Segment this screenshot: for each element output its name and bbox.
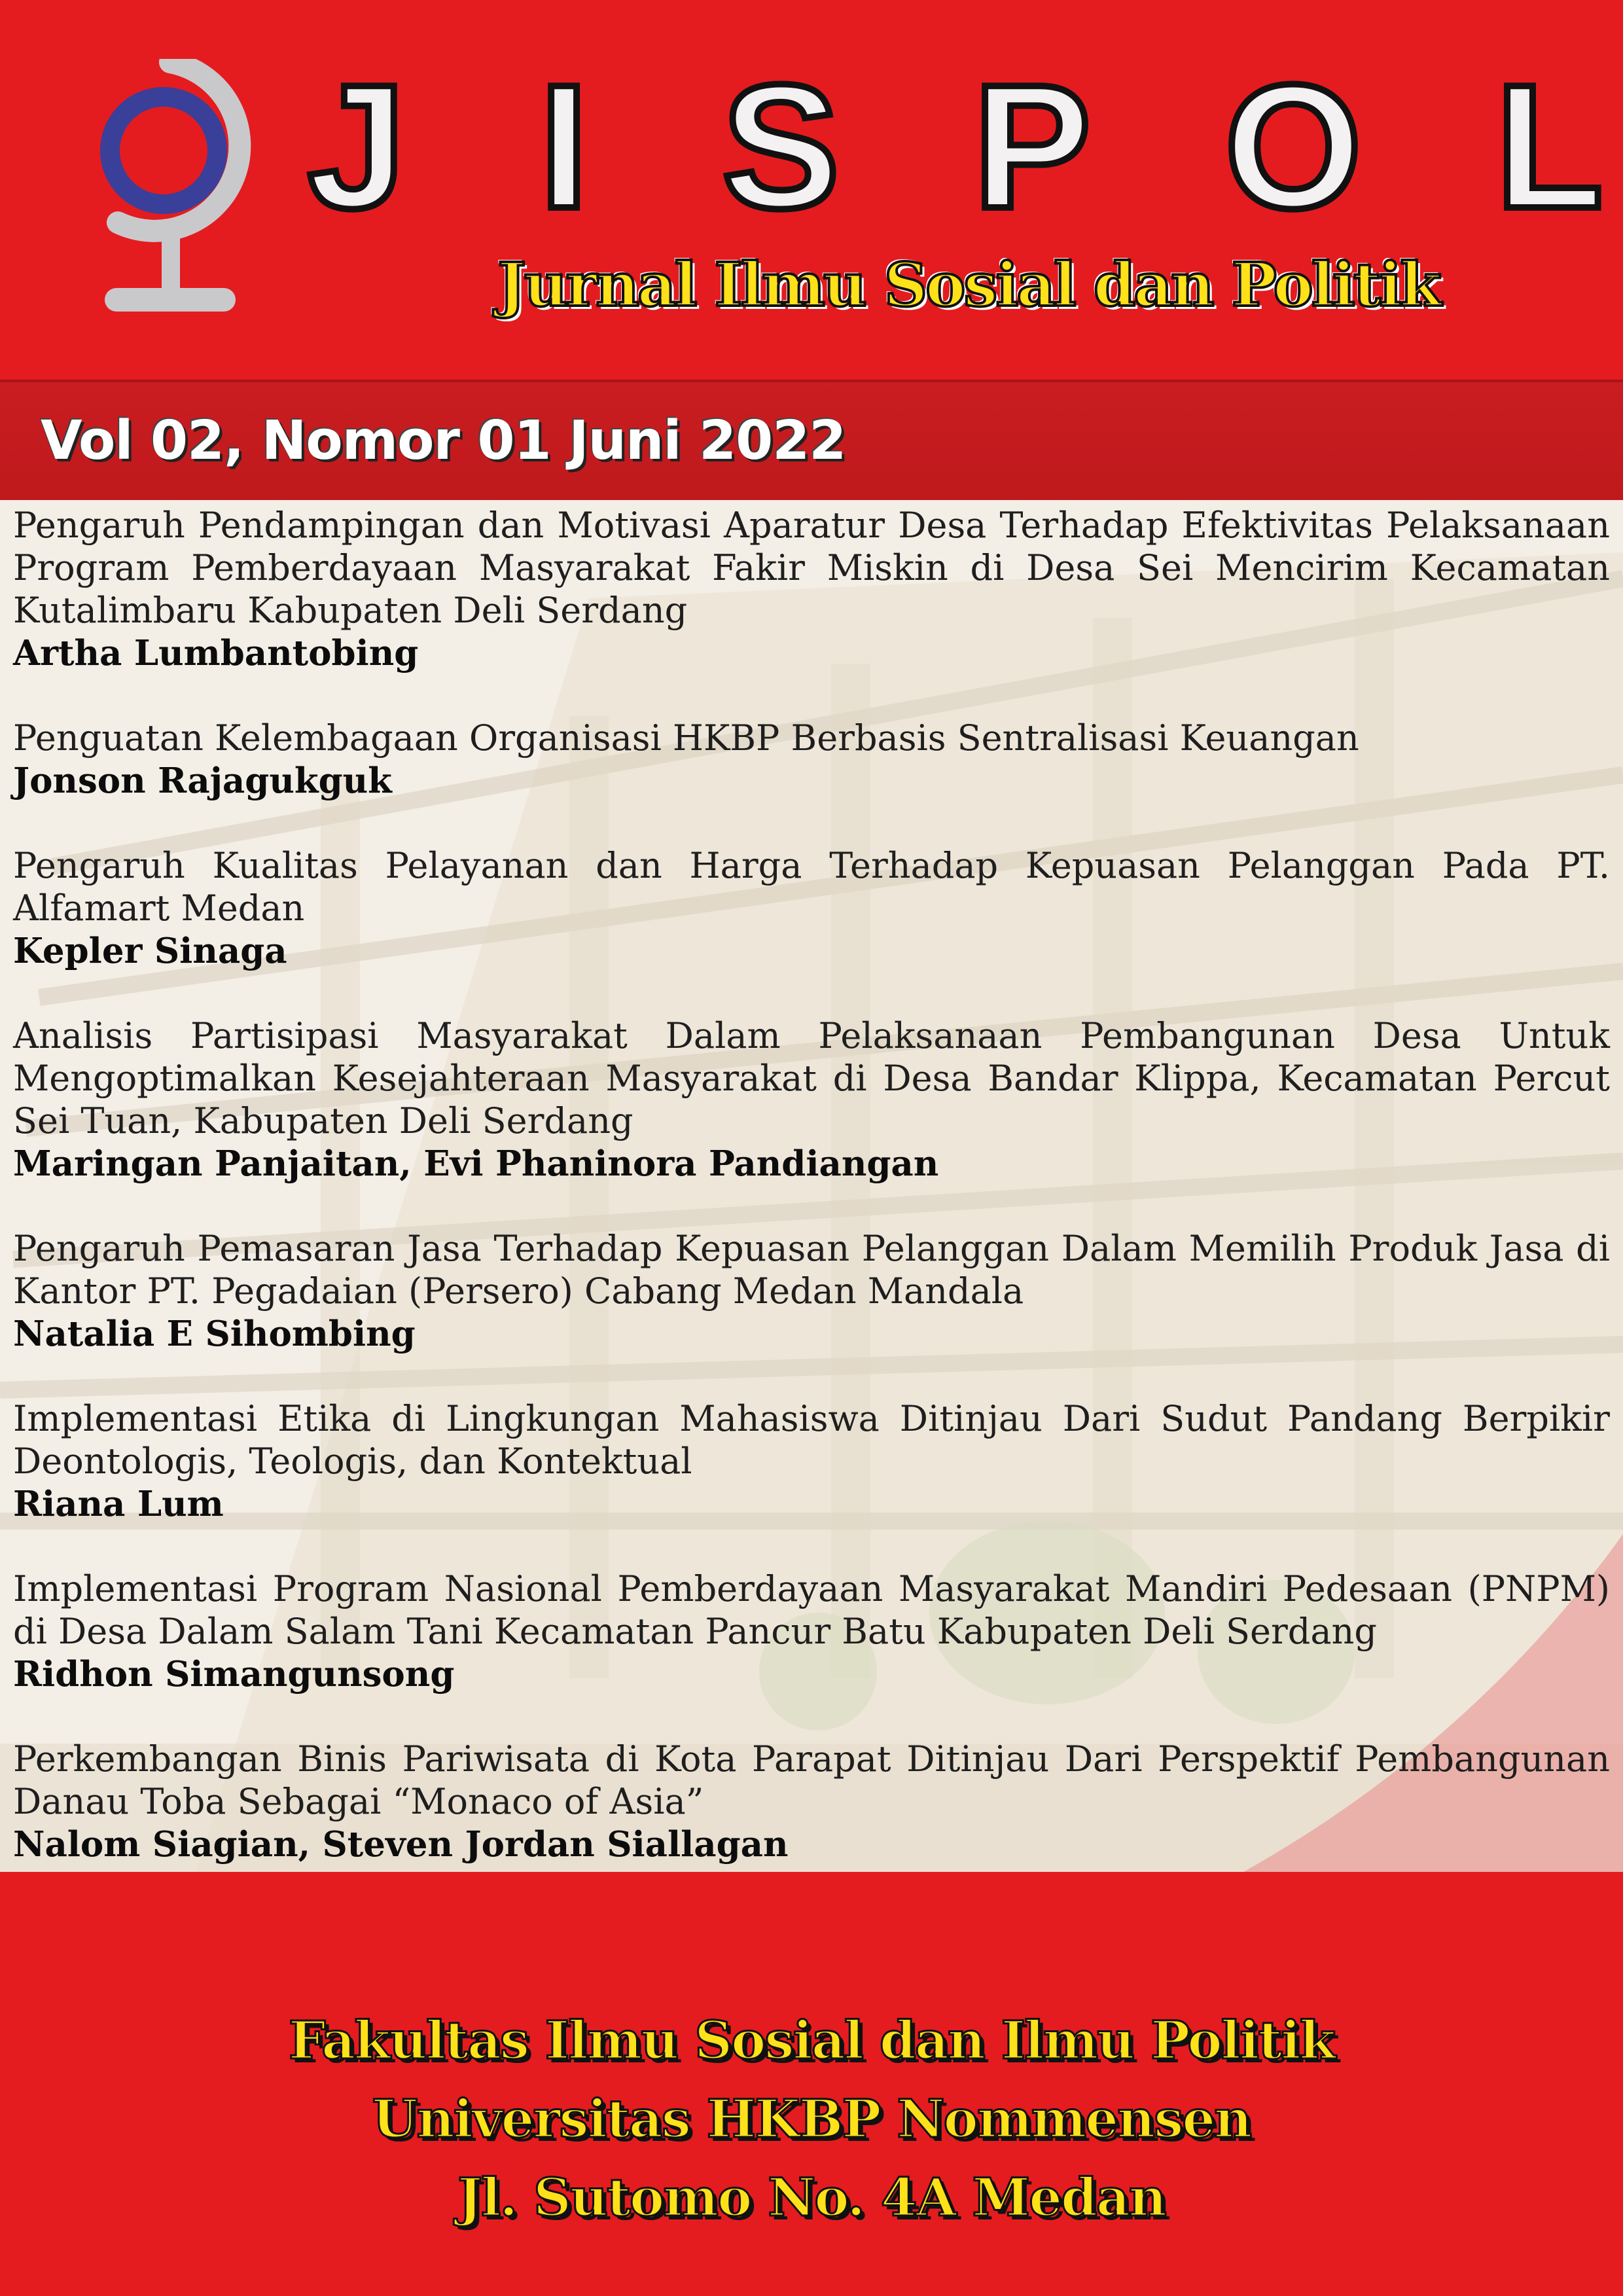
publisher-footer	[0, 1872, 1623, 2296]
list-item	[13, 1738, 1610, 1866]
list-item	[13, 717, 1610, 802]
article-author: Natalia E Sihombing	[13, 1314, 416, 1354]
list-item	[13, 1014, 1610, 1185]
article-list	[13, 504, 1610, 1872]
list-item	[13, 1397, 1610, 1526]
article-author: Riana Lum	[13, 1484, 224, 1524]
article-author: Kepler Sinaga	[13, 931, 287, 971]
table-of-contents	[0, 500, 1623, 1872]
list-item	[13, 844, 1610, 973]
microphone-globe-logo-icon	[72, 59, 268, 321]
university-name: Universitas HKBP Nommensen	[372, 2088, 1251, 2149]
issue-bar	[0, 380, 1623, 503]
list-item	[13, 504, 1610, 675]
article-title: Penguatan Kelembagaan Organisasi HKBP Berbasis Sentralisasi Keuangan	[13, 717, 1359, 759]
publisher-address: Jl. Sutomo No. 4A Medan	[457, 2166, 1166, 2228]
acronym-letter: O	[1224, 48, 1363, 245]
article-author: Nalom Siagian, Steven Jordan Siallagan	[13, 1824, 789, 1865]
acronym-letter: I	[539, 48, 589, 245]
article-title: Implementasi Program Nasional Pemberdayaan Masyarakat Mandiri Pedesaan (PNPM) di Desa Dalam Salam Tani Kecamatan Pancur Batu Kabupaten Deli Serdang	[13, 1568, 1610, 1652]
journal-full-name: Jurnal Ilmu Sosial dan Politik	[497, 249, 1440, 320]
article-title: Pengaruh Kualitas Pelayanan dan Harga Terhadap Kepuasan Pelanggan Pada PT. Alfamart Medan	[13, 845, 1610, 929]
list-item	[13, 1568, 1610, 1696]
faculty-name: Fakultas Ilmu Sosial dan Ilmu Politik	[288, 2009, 1335, 2071]
acronym-letter: S	[722, 48, 840, 245]
article-title: Pengaruh Pendampingan dan Motivasi Aparatur Desa Terhadap Efektivitas Pelaksanaan Program Pemberdayaan Masyarakat Fakir Miskin di Desa Sei Mencirim Kecamatan Kutalimbaru Kabupaten Deli Serdang	[13, 505, 1610, 631]
acronym-letter: L	[1495, 48, 1603, 245]
acronym-letter: P	[973, 48, 1092, 245]
article-title: Implementasi Etika di Lingkungan Mahasiswa Ditinjau Dari Sudut Pandang Berpikir Deontologis, Teologis, dan Kontektual	[13, 1398, 1610, 1482]
article-author: Maringan Panjaitan, Evi Phaninora Pandiangan	[13, 1143, 939, 1184]
issue-label: Vol 02, Nomor 01 Juni 2022	[41, 410, 846, 472]
cover-header	[0, 0, 1623, 380]
article-author: Artha Lumbantobing	[13, 633, 419, 673]
article-title: Perkembangan Binis Pariwisata di Kota Parapat Ditinjau Dari Perspektif Pembangunan Danau Toba Sebagai “Monaco of Asia”	[13, 1738, 1610, 1822]
article-title: Pengaruh Pemasaran Jasa Terhadap Kepuasan Pelanggan Dalam Memilih Produk Jasa di Kantor PT. Pegadaian (Persero) Cabang Medan Mandala	[13, 1228, 1610, 1312]
article-title: Analisis Partisipasi Masyarakat Dalam Pelaksanaan Pembangunan Desa Untuk Mengoptimalkan Kesejahteraan Masyarakat di Desa Bandar Klippa, Kecamatan Percut Sei Tuan, Kabupaten Deli Serdang	[13, 1015, 1610, 1141]
journal-acronym	[308, 48, 1603, 245]
article-author: Ridhon Simangunsong	[13, 1654, 455, 1695]
list-item	[13, 1227, 1610, 1355]
acronym-letter: J	[308, 48, 406, 245]
article-author: Jonson Rajagukguk	[13, 761, 392, 801]
